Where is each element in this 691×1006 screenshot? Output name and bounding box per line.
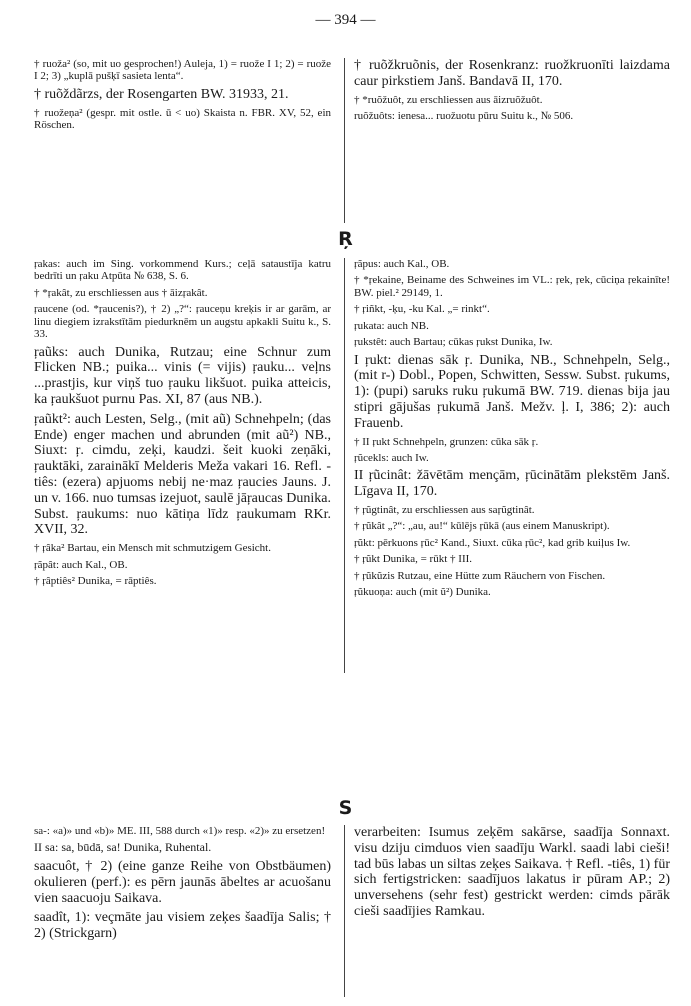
dictionary-entry: ruõžuôts: ienesa... ruožuotu pūru Suitu k., № 506.	[354, 110, 574, 123]
dictionary-entry: II ŗũcinât: žāvētām mençām, ŗūcinātām plekstēm Janš. Līgava II, 170.	[354, 468, 670, 500]
section-s	[34, 825, 670, 997]
left-column	[34, 825, 331, 997]
dictionary-entry: † ŗũkũzis Rutzau, eine Hütte zum Räuchern von Fischen.	[354, 569, 606, 582]
dictionary-entry: † ruoža² (so, mit uo gesprochen!) Auleja, 1) = ruože I 1; 2) = ruože I 2; 3) „kuplā pušķī sasieta lenta“.	[34, 58, 331, 83]
dictionary-entry: † ruõžkruõnis, der Rosenkranz: ruožkruonīti laizdama caur pirkstiem Janš. Bandavā II, 170.	[354, 58, 670, 89]
dictionary-entry: ŗakas: auch im Sing. vorkommend Kurs.; ceļā sataustīja katru bedrīti un ŗaku Atpūta № 638, S. 6.	[34, 258, 331, 283]
dictionary-entry: ŗaucene (od. *ŗaucenis?), † 2) „?“: ŗauceņu kreķis ir ar garām, ar linu diegiem izrakstītām piedurknēm un augstu apkakli Suitu k., S. 33.	[34, 303, 331, 341]
column-divider	[344, 258, 345, 673]
dictionary-entry: I ŗukt: dienas sāk ŗ. Dunika, NB., Schnehpeln, Selg., (mit r-) Dobl., Popen, Schwitten, Sessw. Subst. ŗukums, 1): (pupi) saruks ruku ŗukumā BW. 719. dienas bija jau stipri gājušas ŗukumā Janš. Mežv. ļ. I, 386; 2): auch Frauenb.	[354, 352, 670, 431]
section-continuation	[34, 58, 670, 223]
dictionary-entry: ŗaũks: auch Dunika, Rutzau; eine Schnur zum Flicken NB.; puika... vinis (= vijis) ŗauku... veļns ...prastjis, kur viņš tuo ŗauku likšuot. puika atteicis, ka ŗaukšuot purnu Pas. XI, 87 (aus NB.).	[34, 344, 331, 407]
dictionary-entry: ŗukstêt: auch Bartau; cūkas ŗukst Dunika, Iw.	[354, 336, 553, 349]
dictionary-entry: † II ŗukt Schnehpeln, grunzen: cūka sāk ŗ.	[354, 435, 539, 448]
dictionary-entry: ŗãpus: auch Kal., OB.	[354, 258, 450, 270]
dictionary-entry: ŗãpât: auch Kal., OB.	[34, 558, 128, 571]
right-column	[354, 258, 670, 673]
section-letter-s: S	[338, 797, 353, 819]
column-divider	[344, 825, 345, 997]
dictionary-entry: † ŗiñkt, -ķu, -ku Kal. „= rinkt“.	[354, 303, 490, 316]
left-column	[34, 58, 331, 223]
right-column	[354, 58, 670, 223]
dictionary-entry: verarbeiten: Isumus zeķēm sakārse, saadīja Sonnaxt. visu dziju cimduos vien saadīju Warkl. saadi labi cieši! tad būs labas un siltas zeķes Saikava. † Refl. -tiês, 1) für sich fertigstricken: saadījuos lakatus ir pūram AP.; 2) unversehens (sehr fest) gestrickt werden: cimds pārāk cieši saadījies Ramkau.	[354, 825, 670, 920]
dictionary-entry: † ruõždãrzs, der Rosengarten BW. 31933, 21.	[34, 86, 289, 102]
dictionary-entry: ŗũkuoņa: auch (mit ũ²) Dunika.	[354, 586, 491, 599]
dictionary-entry: † ŗũkt Dunika, = rūkt † III.	[354, 553, 473, 566]
section-letter-r: Ŗ	[338, 228, 353, 250]
dictionary-entry: † *ŗakât, zu erschliessen aus † āizŗakât.	[34, 286, 208, 299]
dictionary-entry: ŗũkt: pērkuons ŗūc² Kand., Siuxt. cūka ŗūc², kad grib kuiļus Iw.	[354, 536, 631, 549]
dictionary-entry: † ŗâptiês² Dunika, = rāptiês.	[34, 575, 157, 588]
dictionary-entry: saacuôt, † 2) (eine ganze Reihe von Obstbäumen) okulieren (perf.): es pērn jaunās ābeltes ar acuošanu vien saacuoju Saikava.	[34, 858, 331, 906]
column-divider	[344, 58, 345, 223]
dictionary-entry: † *ŗekaine, Beiname des Schweines im VL.: ŗek, ŗek, cūciņa ŗekainīte! BW. piel.² 29149, 1.	[354, 274, 670, 299]
page-number: — 394 —	[315, 12, 376, 28]
dictionary-entry: ŗaũkt²: auch Lesten, Selg., (mit aũ) Schnehpeln; (das Ende) enger machen und abrunden (mit aũ²) NB., Siuxt: ŗ. cimdu, zeķi, kaudzi. šeit kuoki zeņāki, ŗauktāki, zarainākī Melderis Meža vakari 16. Refl. -tiês: (ezera) apjuoms nebij ne·maz ŗaucies Jauns. J. un v. 166. nuo tumsas izejuot, saulē jāŗaucas Dunika. Subst. ŗaukums: nuo kātiņa līdz ŗaukumam RKr. XVII, 32.	[34, 411, 331, 538]
dictionary-entry: † ŗũkât „?“: „au, au!“ kūlējs ŗūkā (aus einem Manuskript).	[354, 520, 610, 533]
dictionary-entry: † *ruõžuôt, zu erschliessen aus āizruõžuôt.	[354, 93, 543, 106]
dictionary-entry: II sa: sa, būdā, sa! Dunika, Ruhental.	[34, 840, 212, 855]
dictionary-entry: saadît, 1): veçmāte jau visiem zeķes šaadīja Salis; † 2) (Strickgarn)	[34, 910, 331, 942]
section-r	[34, 258, 670, 673]
dictionary-entry: † ruožeņa² (gespr. mit ostle. ū < uo) Skaista n. FBR. XV, 52, ein Röschen.	[34, 106, 331, 132]
right-column	[354, 825, 670, 997]
dictionary-entry: ŗukata: auch NB.	[354, 319, 429, 332]
dictionary-entry: ŗũcekls: auch Iw.	[354, 452, 429, 465]
dictionary-entry: † ŗũgtinât, zu erschliessen aus saŗũgtinât.	[354, 504, 535, 517]
dictionary-entry: † ŗâka² Bartau, ein Mensch mit schmutzigem Gesicht.	[34, 542, 271, 555]
left-column	[34, 258, 331, 673]
dictionary-entry: sa-: «a)» und «b)» ME. III, 588 durch «1)» resp. «2)» zu ersetzen!	[34, 825, 326, 837]
